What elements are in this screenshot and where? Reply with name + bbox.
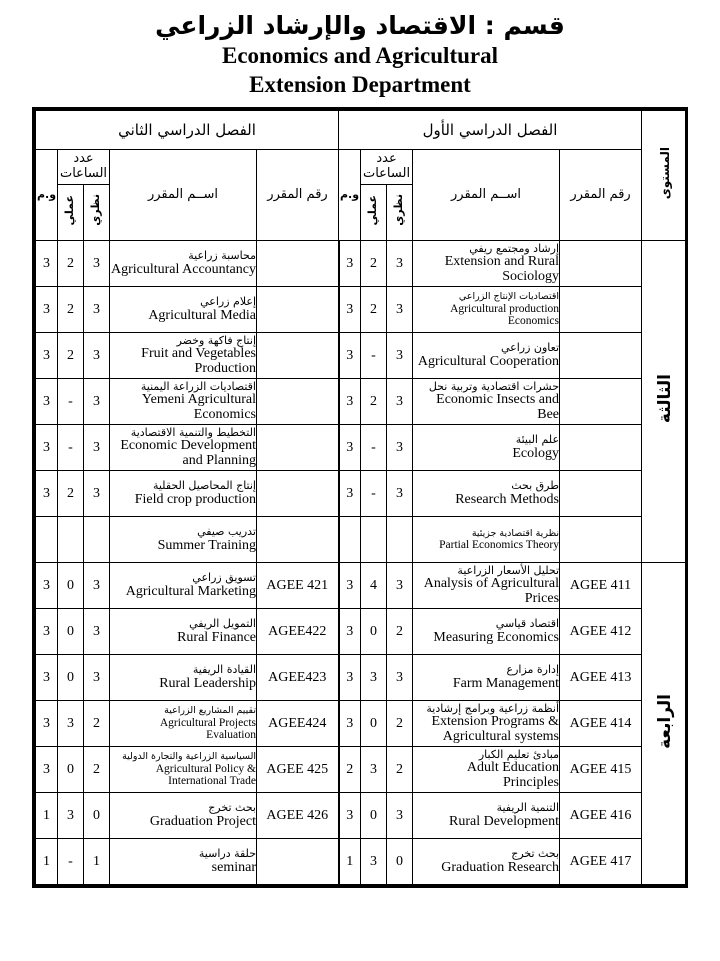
theory-hours-cell-s2: 3 <box>84 563 110 609</box>
page-title-english-line1: Economics and Agricultural <box>221 43 498 69</box>
course-code-cell-s2: AGEE 425 <box>257 747 339 793</box>
course-name-arabic: محاسبة زراعية <box>188 249 256 263</box>
course-name-arabic: طرق بحث <box>511 479 560 493</box>
course-name-cell <box>413 287 560 333</box>
course-code-cell-s2 <box>257 517 339 563</box>
header-theory-s1-label: نظري <box>392 194 406 226</box>
course-name-cell <box>110 471 257 517</box>
practical-hours-cell-s2: - <box>58 839 84 885</box>
practical-hours-cell-s1: 2 <box>361 241 387 287</box>
course-name-arabic: نظرية اقتصادية جزيئية <box>471 527 560 539</box>
theory-hours-cell-s1: 2 <box>387 701 413 747</box>
units-cell-s2: 3 <box>36 471 58 517</box>
course-name-english: Adult Education Principles <box>466 760 560 791</box>
course-name-arabic: التخطيط والتنمية الاقتصادية <box>130 425 256 439</box>
course-name-cell <box>110 517 257 563</box>
theory-hours-cell-s1: 3 <box>387 241 413 287</box>
header-practical-s1-label: عملي <box>366 194 380 226</box>
course-name-cell <box>110 379 257 425</box>
units-cell-s1: 1 <box>339 839 361 885</box>
units-cell-s1: 3 <box>339 287 361 333</box>
header-theory-s2 <box>84 185 110 241</box>
units-cell-s1: 3 <box>339 471 361 517</box>
table-row <box>36 287 688 333</box>
course-name-cell <box>110 701 257 747</box>
units-cell-s1: 2 <box>339 747 361 793</box>
course-name-english: Rural Development <box>448 813 560 829</box>
practical-hours-cell-s2: 0 <box>58 655 84 701</box>
practical-hours-cell-s2: 0 <box>58 563 84 609</box>
theory-hours-cell-s1: 3 <box>387 793 413 839</box>
table-row <box>36 425 688 471</box>
header-row-semesters <box>36 111 688 150</box>
header-units-s2-label: و.م <box>36 187 57 201</box>
theory-hours-cell-s2: 3 <box>84 333 110 379</box>
course-name-cell <box>413 379 560 425</box>
course-schedule-table <box>35 110 688 885</box>
course-name-arabic: علم البيئة <box>515 433 560 447</box>
practical-hours-cell-s1: 3 <box>361 839 387 885</box>
course-name-arabic: اقتصاديات الزراعة اليمنية <box>140 379 256 393</box>
theory-hours-cell-s2: 3 <box>84 609 110 655</box>
header-level <box>642 111 688 241</box>
level-label: الثالثة <box>654 374 675 424</box>
course-code-cell-s1 <box>560 287 642 333</box>
table-row <box>36 379 688 425</box>
course-name-arabic: حلقة دراسية <box>198 847 256 861</box>
table-body <box>36 241 688 885</box>
theory-hours-cell-s2: 3 <box>84 471 110 517</box>
course-code-cell-s2 <box>257 471 339 517</box>
course-name-cell <box>110 655 257 701</box>
course-name-arabic: اقتصاديات الإنتاج الزراعي <box>458 291 560 303</box>
course-name-cell <box>413 563 560 609</box>
course-name-arabic: بحث تخرج <box>511 847 560 861</box>
practical-hours-cell-s1: - <box>361 333 387 379</box>
course-code-cell-s2: AGEE422 <box>257 609 339 655</box>
course-code-cell-s2 <box>257 839 339 885</box>
course-code-cell-s1 <box>560 517 642 563</box>
theory-hours-cell-s1: 2 <box>387 609 413 655</box>
page-title-english-line2: Extension Department <box>249 72 471 98</box>
header-level-label: المستوى <box>657 146 672 200</box>
course-name-cell <box>413 793 560 839</box>
course-name-arabic: تدريب صيفي <box>197 525 256 539</box>
table-row <box>36 241 688 287</box>
page-title-arabic: قسم : الاقتصاد والإرشاد الزراعي <box>155 11 565 40</box>
course-code-cell-s2: AGEE423 <box>257 655 339 701</box>
units-cell-s1: 3 <box>339 793 361 839</box>
course-code-cell-s1 <box>560 425 642 471</box>
header-course-number-s2: رقم المقرر <box>257 150 339 241</box>
units-cell-s2: 3 <box>36 747 58 793</box>
theory-hours-cell-s2: 2 <box>84 747 110 793</box>
practical-hours-cell-s2 <box>58 517 84 563</box>
table-row <box>36 655 688 701</box>
course-name-english: Research Methods <box>455 491 560 507</box>
course-code-cell-s2: AGEE424 <box>257 701 339 747</box>
course-name-english: Ecology <box>512 445 560 461</box>
theory-hours-cell-s2: 3 <box>84 655 110 701</box>
theory-hours-cell-s1: 0 <box>387 839 413 885</box>
practical-hours-cell-s2: 2 <box>58 241 84 287</box>
course-name-arabic: أنظمة زراعية وبرامج إرشادية <box>426 701 560 715</box>
units-cell-s1: 3 <box>339 609 361 655</box>
theory-hours-cell-s2: 3 <box>84 241 110 287</box>
theory-hours-cell-s2: 3 <box>84 287 110 333</box>
practical-hours-cell-s2: 3 <box>58 701 84 747</box>
course-name-english: Extension Programs & Agricultural systems <box>431 714 560 745</box>
header-semester-1: الفصل الدراسي الأول <box>339 111 642 150</box>
table-row <box>36 609 688 655</box>
practical-hours-cell-s2: - <box>58 379 84 425</box>
course-name-cell <box>413 471 560 517</box>
page-title-block <box>0 0 720 99</box>
practical-hours-cell-s2: - <box>58 425 84 471</box>
units-cell-s2: 3 <box>36 655 58 701</box>
theory-hours-cell-s2: 2 <box>84 701 110 747</box>
theory-hours-cell-s1: 3 <box>387 287 413 333</box>
header-hours-s2: عدد الساعات <box>58 150 110 185</box>
course-name-english: Extension and Rural Sociology <box>444 254 560 285</box>
units-cell-s2: 3 <box>36 379 58 425</box>
level-cell <box>642 563 688 885</box>
units-cell-s1: 3 <box>339 425 361 471</box>
header-units-s1-label: و.م <box>339 187 360 201</box>
course-code-cell-s2 <box>257 287 339 333</box>
units-cell-s2 <box>36 517 58 563</box>
course-name-english: Summer Training <box>157 537 256 553</box>
practical-hours-cell-s1: 2 <box>361 379 387 425</box>
theory-hours-cell-s1: 3 <box>387 471 413 517</box>
header-units-s1 <box>339 150 361 241</box>
course-code-cell-s1 <box>560 333 642 379</box>
units-cell-s2: 3 <box>36 563 58 609</box>
header-units-s2 <box>36 150 58 241</box>
course-name-english: Farm Management <box>452 675 560 691</box>
practical-hours-cell-s2: 0 <box>58 747 84 793</box>
course-code-cell-s2: AGEE 426 <box>257 793 339 839</box>
course-name-english: Measuring Economics <box>433 629 560 645</box>
header-practical-s2-label: عملي <box>63 194 77 226</box>
course-name-arabic: إعلام زراعي <box>200 295 256 309</box>
theory-hours-cell-s2: 3 <box>84 425 110 471</box>
course-name-arabic: القيادة الريفية <box>192 663 256 677</box>
course-code-cell-s1 <box>560 379 642 425</box>
header-practical-s2 <box>58 185 84 241</box>
course-name-arabic: تعاون زراعي <box>500 341 560 355</box>
course-name-arabic: حشرات اقتصادية وتربية نحل <box>428 379 560 393</box>
practical-hours-cell-s2: 2 <box>58 287 84 333</box>
level-label: الرابعة <box>654 693 675 749</box>
units-cell-s1: 3 <box>339 241 361 287</box>
level-cell <box>642 241 688 563</box>
course-name-arabic: إنتاج فاكهة وخضر <box>176 333 256 347</box>
course-code-cell-s1: AGEE 417 <box>560 839 642 885</box>
units-cell-s1: 3 <box>339 333 361 379</box>
table-row <box>36 701 688 747</box>
course-name-english: seminar <box>211 859 256 875</box>
course-name-arabic: اقتصاد قياسي <box>495 617 560 631</box>
theory-hours-cell-s1: 3 <box>387 563 413 609</box>
course-name-arabic: تحليل الأسعار الزراعية <box>457 563 560 577</box>
units-cell-s1 <box>339 517 361 563</box>
course-name-cell <box>413 333 560 379</box>
course-name-arabic: إدارة مزارع <box>506 663 560 677</box>
header-course-number-s1: رقم المقرر <box>560 150 642 241</box>
course-name-arabic: إرشاد ومجتمع ريفي <box>469 241 560 255</box>
units-cell-s2: 3 <box>36 241 58 287</box>
course-name-arabic: تقييم المشاريع الزراعية <box>164 705 256 717</box>
course-name-cell <box>413 655 560 701</box>
course-name-cell <box>110 563 257 609</box>
course-name-english: Agricultural Projects Evaluation <box>159 717 256 742</box>
practical-hours-cell-s1: 3 <box>361 655 387 701</box>
course-code-cell-s2 <box>257 425 339 471</box>
practical-hours-cell-s1 <box>361 517 387 563</box>
course-name-cell <box>413 517 560 563</box>
header-hours-s1: عدد الساعات <box>361 150 413 185</box>
course-name-cell <box>413 241 560 287</box>
course-name-english: Agricultural production Economics <box>450 303 560 328</box>
course-name-english: Economic Insects and Bee <box>436 392 560 423</box>
units-cell-s1: 3 <box>339 563 361 609</box>
header-row-groups <box>36 150 688 185</box>
header-semester-2: الفصل الدراسي الثاني <box>36 111 339 150</box>
practical-hours-cell-s1: 0 <box>361 793 387 839</box>
course-name-english: Partial Economics Theory <box>439 539 560 552</box>
course-name-cell <box>110 333 257 379</box>
units-cell-s2: 3 <box>36 425 58 471</box>
practical-hours-cell-s2: 2 <box>58 333 84 379</box>
theory-hours-cell-s1: 3 <box>387 333 413 379</box>
course-code-cell-s2 <box>257 379 339 425</box>
header-theory-s1 <box>387 185 413 241</box>
units-cell-s2: 1 <box>36 793 58 839</box>
units-cell-s2: 3 <box>36 333 58 379</box>
course-name-cell <box>413 609 560 655</box>
course-name-cell <box>110 839 257 885</box>
theory-hours-cell-s1: 3 <box>387 425 413 471</box>
table-row <box>36 333 688 379</box>
course-name-arabic: بحث تخرج <box>208 801 256 815</box>
units-cell-s1: 3 <box>339 701 361 747</box>
practical-hours-cell-s2: 0 <box>58 609 84 655</box>
course-name-cell <box>413 701 560 747</box>
course-code-cell-s1: AGEE 411 <box>560 563 642 609</box>
practical-hours-cell-s1: - <box>361 425 387 471</box>
table-row <box>36 563 688 609</box>
course-code-cell-s1: AGEE 414 <box>560 701 642 747</box>
theory-hours-cell-s1 <box>387 517 413 563</box>
units-cell-s2: 1 <box>36 839 58 885</box>
units-cell-s1: 3 <box>339 379 361 425</box>
course-name-arabic: تسويق زراعي <box>192 571 256 585</box>
course-name-english: Rural Finance <box>177 629 256 645</box>
practical-hours-cell-s1: 3 <box>361 747 387 793</box>
course-name-english: Rural Leadership <box>159 675 256 691</box>
course-name-arabic: السياسية الزراعية والتجارة الدولية <box>122 751 256 763</box>
header-practical-s1 <box>361 185 387 241</box>
course-name-english: Agricultural Policy & International Trade <box>155 763 256 788</box>
header-course-name-s1: اســم المقرر <box>413 150 560 241</box>
course-name-cell <box>110 241 257 287</box>
theory-hours-cell-s1: 2 <box>387 747 413 793</box>
course-code-cell-s1: AGEE 412 <box>560 609 642 655</box>
course-name-cell <box>110 747 257 793</box>
course-name-cell <box>110 287 257 333</box>
course-name-english: Agricultural Cooperation <box>417 353 560 369</box>
course-name-english: Analysis of Agricultural Prices <box>423 576 560 607</box>
course-code-cell-s1 <box>560 471 642 517</box>
table-row <box>36 517 688 563</box>
course-code-cell-s1: AGEE 413 <box>560 655 642 701</box>
theory-hours-cell-s2 <box>84 517 110 563</box>
table-header <box>36 111 688 241</box>
theory-hours-cell-s2: 3 <box>84 379 110 425</box>
course-name-english: Graduation Project <box>149 813 256 829</box>
course-name-english: Agricultural Media <box>148 307 256 323</box>
course-name-cell <box>110 425 257 471</box>
units-cell-s2: 3 <box>36 287 58 333</box>
units-cell-s2: 3 <box>36 609 58 655</box>
header-course-name-s2: اســم المقرر <box>110 150 257 241</box>
course-name-english: Agricultural Accountancy <box>110 261 256 277</box>
practical-hours-cell-s1: 4 <box>361 563 387 609</box>
units-cell-s2: 3 <box>36 701 58 747</box>
course-name-arabic: التنمية الريفية <box>496 801 560 815</box>
course-code-cell-s2: AGEE 421 <box>257 563 339 609</box>
course-code-cell-s1: AGEE 416 <box>560 793 642 839</box>
practical-hours-cell-s2: 2 <box>58 471 84 517</box>
course-name-cell <box>110 793 257 839</box>
practical-hours-cell-s2: 3 <box>58 793 84 839</box>
theory-hours-cell-s1: 3 <box>387 379 413 425</box>
practical-hours-cell-s1: 2 <box>361 287 387 333</box>
course-name-cell <box>413 425 560 471</box>
course-name-cell <box>413 839 560 885</box>
course-code-cell-s1 <box>560 241 642 287</box>
course-schedule-table-wrapper <box>32 107 688 888</box>
theory-hours-cell-s2: 0 <box>84 793 110 839</box>
table-row <box>36 471 688 517</box>
course-name-english: Economic Development and Planning <box>120 438 256 469</box>
course-name-english: Fruit and Vegetables Production <box>141 346 256 377</box>
practical-hours-cell-s1: 0 <box>361 701 387 747</box>
course-name-arabic: التمويل الريفي <box>189 617 256 631</box>
table-row <box>36 793 688 839</box>
table-row <box>36 839 688 885</box>
course-name-cell <box>110 609 257 655</box>
course-code-cell-s2 <box>257 333 339 379</box>
theory-hours-cell-s2: 1 <box>84 839 110 885</box>
course-name-english: Field crop production <box>134 491 256 507</box>
course-name-arabic: مبادئ تعليم الكبار <box>478 747 560 761</box>
course-name-english: Graduation Research <box>441 859 560 875</box>
course-name-arabic: إنتاج المحاصيل الحقلية <box>152 479 256 493</box>
table-row <box>36 747 688 793</box>
course-name-cell <box>413 747 560 793</box>
course-code-cell-s2 <box>257 241 339 287</box>
practical-hours-cell-s1: - <box>361 471 387 517</box>
header-theory-s2-label: نظري <box>89 194 103 226</box>
practical-hours-cell-s1: 0 <box>361 609 387 655</box>
units-cell-s1: 3 <box>339 655 361 701</box>
course-code-cell-s1: AGEE 415 <box>560 747 642 793</box>
theory-hours-cell-s1: 3 <box>387 655 413 701</box>
course-name-english: Agricultural Marketing <box>125 583 256 599</box>
course-name-english: Yemeni Agricultural Economics <box>141 392 256 423</box>
